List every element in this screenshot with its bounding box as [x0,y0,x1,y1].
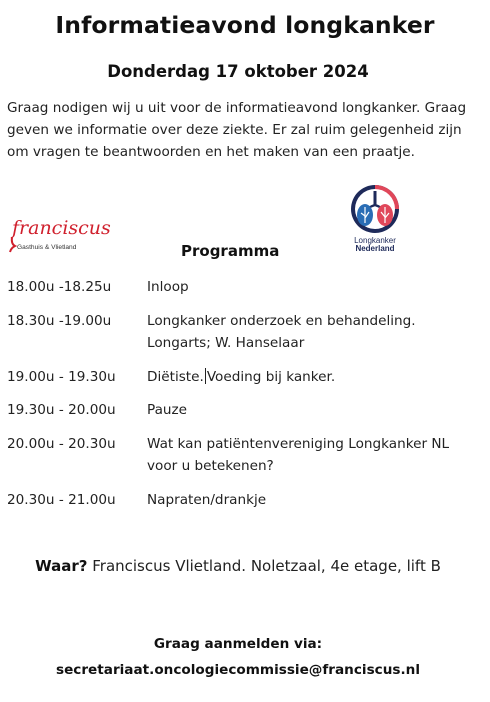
program-time: 20.00u - 20.30u [7,436,116,452]
program-activity: Inloop [147,279,189,295]
program-activity: Longkanker onderzoek en behandeling. Longarts; W. Hanselaar [147,313,416,351]
franciscus-logo-name: franciscus [12,217,111,239]
franciscus-logo-sub: Gasthuis & Vlietland [17,244,77,251]
location-line [0,557,476,575]
program-activity: Napraten/drankje [147,492,267,508]
program-heading: Programma [181,242,280,260]
program-time: 19.00u - 19.30u [7,369,116,385]
franciscus-logo [8,210,111,258]
program-time: 18.30u -19.00u [7,313,112,329]
signup-block [0,631,476,683]
text-cursor [205,368,206,384]
program-activity: Wat kan patiëntenvereniging Longkanker NL voor u betekenen? [147,436,450,474]
signup-email[interactable]: secretariaat.oncologiecommissie@franciscus.nl [55,662,420,678]
program-activity-part2: Voeding bij kanker. [206,369,336,385]
location-label: Waar? [35,557,88,575]
event-date: Donderdag 17 oktober 2024 [107,62,369,81]
program-time: 19.30u - 20.00u [7,402,116,418]
longkanker-nederland-logo [346,183,404,255]
lk-logo-line1: Longkanker [354,236,396,245]
signup-label: Graag aanmelden via: [153,636,323,652]
intro-text: Graag nodigen wij u uit voor de informatieavond longkanker. Graag geven we informatie over deze ziekte. Er zal ruim gelegenheid zijn om vragen te beantwoorden en het maken van een praatje. [7,100,467,160]
location-text: Franciscus Vlietland. Noletzaal, 4e etage, lift B [92,557,441,575]
franciscus-logo-swoosh [10,237,15,252]
lk-logo-line2: Nederland [355,244,395,253]
program-activity-part1: Diëtiste. [147,369,204,385]
program-activity: Pauze [147,402,188,418]
program-time: 18.00u -18.25u [7,279,112,295]
program-activity [147,366,467,388]
page-title: Informatieavond longkanker [55,11,435,39]
program-time: 20.30u - 21.00u [7,492,116,508]
